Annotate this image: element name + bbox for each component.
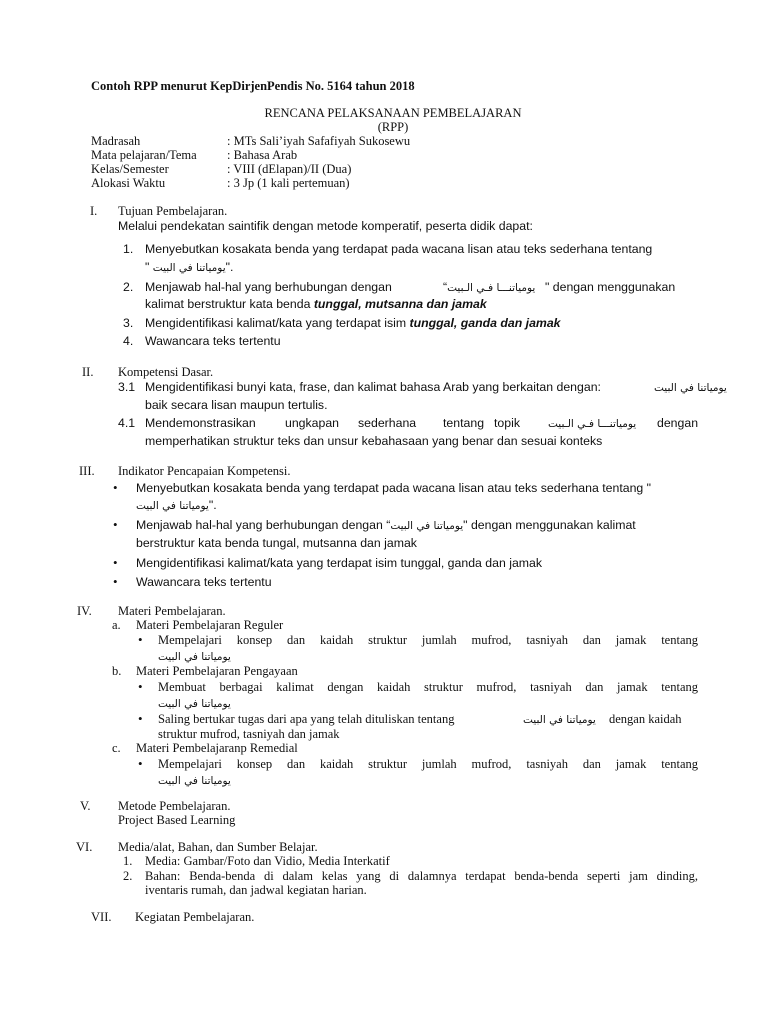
section-title: Kegiatan Pembelajaran. bbox=[135, 910, 255, 924]
list-item: Menjawab hal-hal yang berhubungan dengan bbox=[145, 280, 392, 294]
materi-item-end: dengan kaidah bbox=[609, 712, 682, 726]
kd-text-cont: memperhatikan struktur teks dan unsur kebahasaan yang benar dan sesuai konteks bbox=[145, 434, 603, 448]
indicator-item: Mengidentifikasi kalimat/kata yang terdapat isim tunggal, ganda dan jamak bbox=[136, 556, 543, 570]
materi-item: Mempelajari konsep dan kaidah struktur jumlah mufrod, tasniyah dan jamak tentang bbox=[158, 633, 698, 647]
bullet-icon: • bbox=[113, 574, 118, 589]
kd-arabic: يومياتنا في البيت bbox=[654, 382, 727, 394]
subsection-title: Materi Pembelajaranp Remedial bbox=[136, 741, 298, 755]
materi-arabic: يومياتنا في البيت bbox=[158, 775, 231, 787]
section-number: VII. bbox=[91, 910, 112, 924]
bullet-icon: • bbox=[138, 679, 143, 694]
document-subtitle: (RPP) bbox=[377, 120, 409, 134]
bullet-icon: • bbox=[138, 711, 143, 726]
list-item-cont: iventaris rumah, dan jadwal kegiatan harian. bbox=[145, 883, 367, 897]
section-intro: Melalui pendekatan saintifik dengan metode komperatif, peserta didik dapat: bbox=[118, 219, 533, 233]
list-item-cont: " يومياتنا في البيت". bbox=[145, 260, 234, 274]
section-title: Metode Pembelajaran. bbox=[118, 799, 231, 813]
list-item: Bahan: Benda-benda di dalam kelas yang di dalamnya terdapat benda-benda seperti jam dinding, bbox=[145, 869, 698, 883]
kd-arabic: يومياتنـــا فـي الـبيت bbox=[548, 418, 637, 430]
info-value-alokasi: : 3 Jp (1 kali pertemuan) bbox=[227, 176, 350, 190]
list-item-end: " dengan menggunakan bbox=[545, 280, 676, 294]
list-item-cont: kalimat berstruktur kata benda tunggal, mutsanna dan jamak bbox=[145, 297, 487, 311]
list-number: 4. bbox=[123, 334, 134, 348]
indicator-item-cont: يومياتنا في البيت". bbox=[136, 498, 217, 512]
section-number: V. bbox=[80, 799, 91, 813]
list-item: Wawancara teks tertentu bbox=[145, 334, 281, 348]
section-title: Indikator Pencapaian Kompetensi. bbox=[118, 464, 291, 478]
subsection-letter: b. bbox=[112, 664, 122, 678]
subsection-letter: a. bbox=[112, 618, 121, 632]
subsection-title: Materi Pembelajaran Reguler bbox=[136, 618, 284, 632]
list-number: 1. bbox=[123, 242, 134, 256]
subsection-letter: c. bbox=[112, 741, 121, 755]
indicator-item: Menyebutkan kosakata benda yang terdapat pada wacana lisan atau teks sederhana tentang " bbox=[136, 481, 652, 495]
info-value-madrasah: : MTs Sali’iyah Safafiyah Sukosewu bbox=[227, 134, 411, 148]
list-number: 1. bbox=[123, 854, 133, 868]
list-number: 2. bbox=[123, 869, 133, 883]
materi-item: Mempelajari konsep dan kaidah struktur jumlah mufrod, tasniyah dan jamak tentang bbox=[158, 757, 698, 771]
section-number: I. bbox=[90, 204, 98, 218]
materi-arabic: يومياتنا في البيت bbox=[158, 698, 231, 710]
list-item: Menyebutkan kosakata benda yang terdapat pada wacana lisan atau teks sederhana tentang bbox=[145, 242, 653, 256]
section-title: Materi Pembelajaran. bbox=[118, 604, 226, 618]
section-number: IV. bbox=[77, 604, 92, 618]
section-number: II. bbox=[82, 365, 94, 379]
info-value-kelas: : VIII (dElapan)/II (Dua) bbox=[227, 162, 352, 176]
bullet-icon: • bbox=[138, 632, 143, 647]
materi-item: Membuat berbagai kalimat dengan kaidah struktur mufrod, tasniyah dan jamak tentang bbox=[158, 680, 698, 694]
section-title: Media/alat, Bahan, dan Sumber Belajar. bbox=[118, 840, 318, 854]
list-item-quote: “يومياتنـــا فـي الـبيت bbox=[443, 280, 536, 294]
section-number: VI. bbox=[76, 840, 93, 854]
kd-text-cont: baik secara lisan maupun tertulis. bbox=[145, 398, 328, 412]
section-title: Kompetensi Dasar. bbox=[118, 365, 214, 379]
kd-number: 3.1 bbox=[118, 380, 136, 394]
list-number: 2. bbox=[123, 280, 134, 294]
arabic-topic: يومياتنا في البيت bbox=[152, 262, 226, 274]
info-value-mapel: : Bahasa Arab bbox=[227, 148, 298, 162]
info-label-alokasi: Alokasi Waktu bbox=[91, 176, 166, 190]
bullet-icon: • bbox=[113, 555, 118, 570]
bullet-icon: • bbox=[138, 756, 143, 771]
list-item: Mengidentifikasi kalimat/kata yang terdapat isim tunggal, ganda dan jamak bbox=[145, 316, 561, 330]
info-label-madrasah: Madrasah bbox=[91, 134, 141, 148]
kd-word: Mendemonstrasikan bbox=[145, 416, 256, 430]
kd-word: dengan bbox=[657, 416, 699, 430]
info-label-kelas: Kelas/Semester bbox=[91, 162, 169, 176]
document-title: RENCANA PELAKSANAAN PEMBELAJARAN bbox=[264, 106, 522, 120]
subsection-title: Materi Pembelajaran Pengayaan bbox=[136, 664, 298, 678]
arabic-topic: يومياتنـــا فـي الـبيت bbox=[447, 282, 536, 294]
kd-number: 4.1 bbox=[118, 416, 136, 430]
kd-word: ungkapan bbox=[285, 416, 340, 430]
info-label-mapel: Mata pelajaran/Tema bbox=[91, 148, 197, 162]
kd-word: tentang bbox=[443, 416, 485, 430]
materi-item: Saling bertukar tugas dari apa yang telah dituliskan tentang bbox=[158, 712, 455, 726]
section-number: III. bbox=[79, 464, 95, 478]
bullet-icon: • bbox=[113, 480, 118, 495]
document-reference: Contoh RPP menurut KepDirjenPendis No. 5164 tahun 2018 bbox=[91, 79, 415, 93]
kd-text: Mengidentifikasi bunyi kata, frase, dan kalimat bahasa Arab yang berkaitan dengan: bbox=[145, 380, 601, 394]
section-line: Project Based Learning bbox=[118, 813, 236, 827]
indicator-item: Menjawab hal-hal yang berhubungan dengan “يومياتنا في البيت" dengan menggunakan kalimat bbox=[136, 518, 636, 532]
indicator-item-cont: berstruktur kata benda tungal, mutsanna dan jamak bbox=[136, 536, 417, 550]
section-title: Tujuan Pembelajaran. bbox=[118, 204, 228, 218]
materi-arabic: يومياتنا في البيت bbox=[523, 714, 596, 726]
list-number: 3. bbox=[123, 316, 134, 330]
materi-arabic: يومياتنا في البيت bbox=[158, 651, 231, 663]
kd-word: topik bbox=[494, 416, 520, 430]
materi-item-cont: struktur mufrod, tasniyah dan jamak bbox=[158, 727, 340, 741]
bullet-icon: • bbox=[113, 517, 118, 532]
kd-word: sederhana bbox=[358, 416, 417, 430]
list-item: Media: Gambar/Foto dan Vidio, Media Interkatif bbox=[145, 854, 390, 868]
indicator-item: Wawancara teks tertentu bbox=[136, 575, 272, 589]
